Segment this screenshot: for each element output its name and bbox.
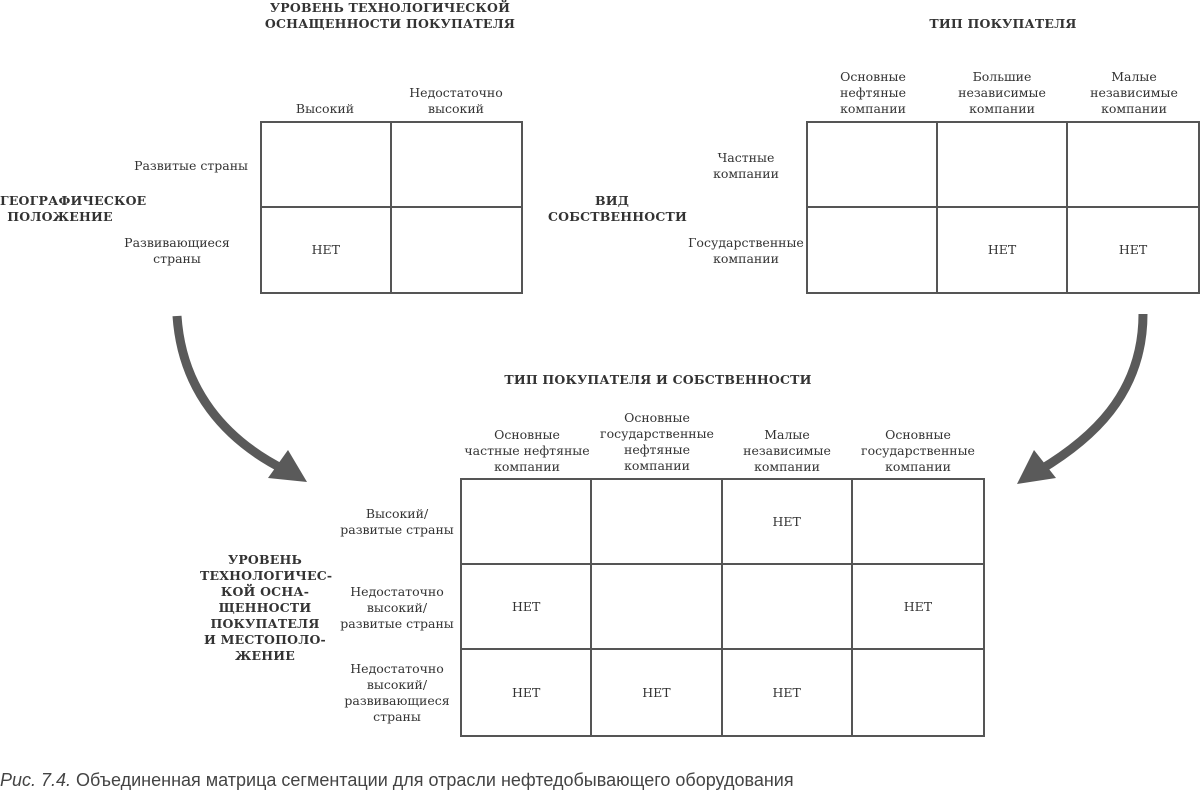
matrix-cell [262,123,392,208]
matrix-cell [808,123,938,208]
left-row-label: Развивающиеся страны [124,235,230,266]
bottom-col-label: Основные государственные нефтяные компании [600,410,714,473]
right-matrix-grid [806,121,1200,294]
left-col-label: Высокий [295,101,355,116]
right-col-label: Большие независимые компании [958,69,1046,116]
bottom-row-label: Высокий/ развитые страны [340,506,454,537]
left-matrix-row-header: ГЕОГРАФИЧЕСКОЕ ПОЛОЖЕНИЕ [0,193,147,224]
matrix-cell: НЕТ [462,650,592,735]
matrix-cell [592,480,722,565]
bottom-col-label: Основные государственные компании [861,427,975,474]
bottom-matrix-grid [460,478,985,737]
left-matrix-title: УРОВЕНЬ ТЕХНОЛОГИЧЕСКОЙ ОСНАЩЕННОСТИ ПОКУПАТЕЛЯ [264,0,516,31]
right-curved-arrow [1040,314,1143,470]
bottom-matrix-row-header: УРОВЕНЬ ТЕХНОЛОГИЧЕС- КОЙ ОСНА- ЩЕННОСТИ ПОКУПАТЕЛЯ И МЕСТОПОЛО- ЖЕНИЕ [200,552,333,663]
matrix-cell [853,480,983,565]
caption-text: Объединенная матрица сегментации для отрасли нефтедобывающего оборудования [71,770,794,790]
bottom-row-label: Недостаточно высокий/ развитые страны [340,584,454,631]
right-col-label: Основные нефтяные компании [840,69,906,116]
right-row-label: Частные компании [713,150,779,181]
matrix-cell [723,565,853,650]
left-matrix-grid [260,121,523,294]
matrix-cell [853,650,983,735]
left-row-label: Развитые страны [134,158,248,173]
matrix-cell [462,480,592,565]
right-matrix-title: ТИП ПОКУПАТЕЛЯ [929,16,1077,31]
matrix-cell: НЕТ [723,480,853,565]
matrix-cell: НЕТ [723,650,853,735]
matrix-cell [938,123,1068,208]
right-col-label: Малые независимые компании [1090,69,1178,116]
left-col-label: Недостаточно высокий [409,85,503,116]
matrix-cell: НЕТ [853,565,983,650]
caption-figure-number: Рис. 7.4. [0,770,72,790]
matrix-cell: НЕТ [262,208,392,293]
matrix-cell [592,565,722,650]
matrix-cell: НЕТ [462,565,592,650]
figure-caption [0,770,1200,791]
matrix-cell: НЕТ [592,650,722,735]
left-curved-arrow [177,316,285,470]
bottom-row-label: Недостаточно высокий/ развивающиеся страны [344,661,450,724]
bottom-col-label: Малые независимые компании [743,427,831,474]
bottom-col-label: Основные частные нефтяные компании [464,427,590,474]
matrix-cell [1068,123,1198,208]
matrix-cell [808,208,938,293]
matrix-cell: НЕТ [938,208,1068,293]
bottom-matrix-title: ТИП ПОКУПАТЕЛЯ И СОБСТВЕННОСТИ [504,372,812,387]
matrix-cell: НЕТ [1118,242,1148,258]
right-row-label: Государственные компании [688,235,804,266]
matrix-cell [392,208,522,293]
right-matrix-row-header: ВИД СОБСТВЕННОСТИ [548,193,688,224]
matrix-cell [392,123,522,208]
